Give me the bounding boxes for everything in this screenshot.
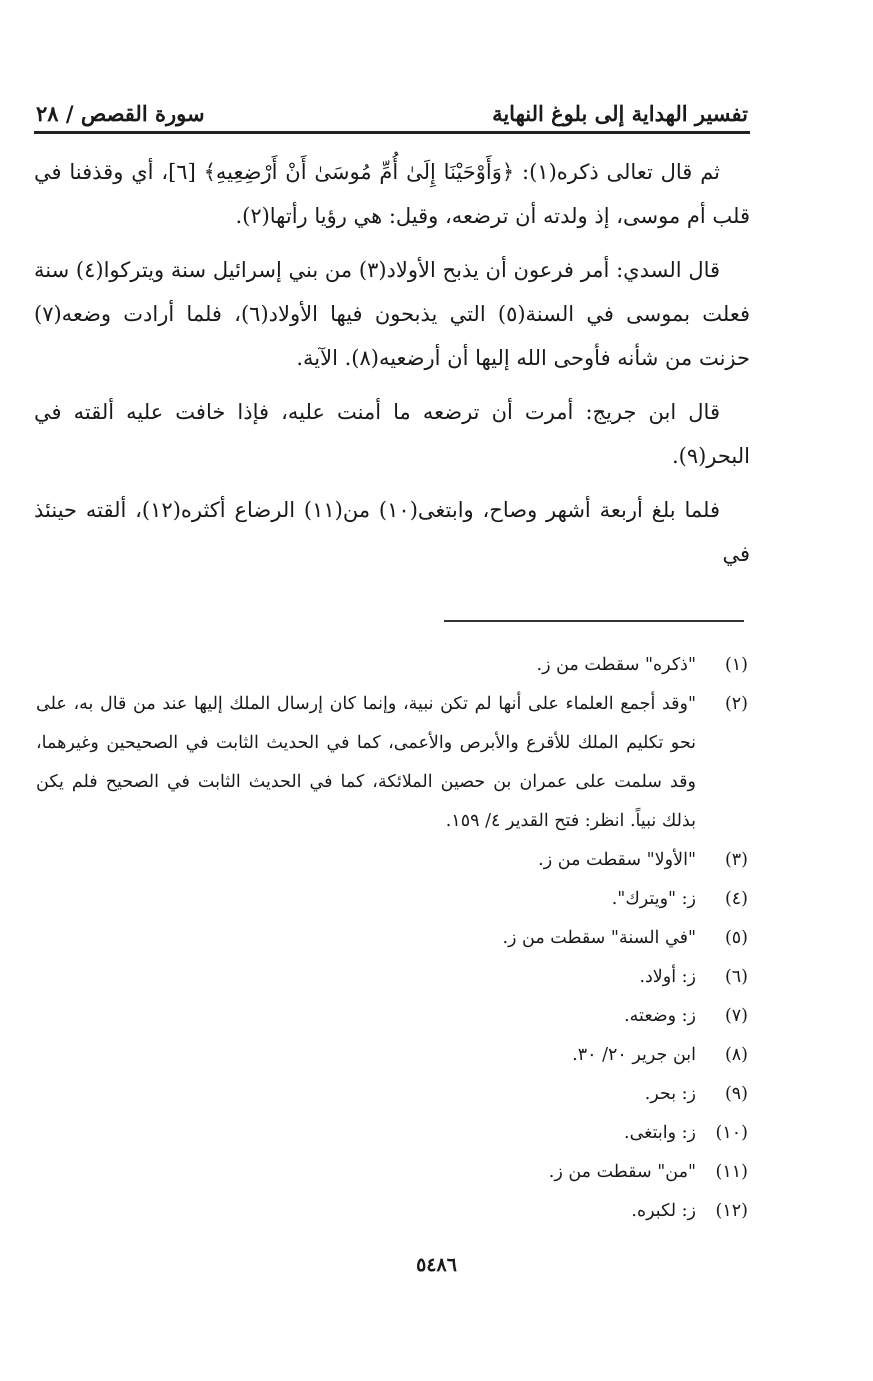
footnote [36,685,748,841]
footnote-number: (٩) [724,1084,748,1104]
footnote-number: (٧) [724,1006,748,1026]
footnotes [36,646,748,1231]
footnote-text: "ذكره" سقطت من ز. [536,655,696,675]
footnote-text: ز: بحر. [644,1084,696,1104]
footnote-number: (٣) [724,850,748,870]
footnote [36,958,748,997]
running-header [36,86,748,126]
footnote-number: (٤) [724,889,748,909]
footnote [36,880,748,919]
footnote-text: ز: وضعته. [624,1006,696,1026]
footnote [36,646,748,685]
page-number: ٥٤٨٦ [416,1254,457,1276]
footnote-number: (١٢) [715,1201,748,1221]
book-title: تفسير الهداية إلى بلوغ النهاية [492,101,748,126]
footnote-text: "الأولا" سقطت من ز. [538,850,696,870]
footnote [36,1192,748,1231]
footnote-number: (٨) [724,1045,748,1065]
footnote [36,1036,748,1075]
footnote-text: "في السنة" سقطت من ز. [502,928,696,948]
footnote [36,1114,748,1153]
footnote-text: ز: "ويترك". [611,889,696,909]
footnote-number: (٦) [724,967,748,987]
footnote [36,1075,748,1114]
footnote [36,919,748,958]
paragraph: قال ابن جريج: أمرت أن ترضعه ما أمنت عليه، فإذا خافت عليه ألقته في البحر(٩). [34,400,750,468]
paragraph: فلما بلغ أربعة أشهر وصاح، وابتغى(١٠) من(١١) الرضاع أكثره(١٢)، ألقته حينئذ في [34,498,750,566]
footnote-number: (٥) [724,928,748,948]
footnote-text: "وقد أجمع العلماء على أنها لم تكن نبية، وإنما كان إرسال الملك إليها عند من قال به، على نحو تكليم الملك للأقرع والأبرص والأعمى، كما في الحديث الثابت في الصحيحين وغيرهما، وقد سلمت على عمران بن حصين الملائكة، كما في الحديث الثابت في الصحيح فلم يكن بذلك نبياً. انظر: فتح القدير ٤/ ١٥٩. [36,694,696,831]
footnote [36,841,748,880]
footnote-number: (١) [724,655,748,675]
surah-label: سورة القصص / ٢٨ [36,101,205,126]
footnote-text: ز: لكبره. [631,1201,696,1221]
footnote [36,1153,748,1192]
footnote-rule [444,620,744,622]
footnote-number: (١٠) [715,1123,748,1143]
header-rule [34,131,750,134]
footnote [36,997,748,1036]
main-text [34,150,750,586]
footnote-number: (٢) [724,694,748,714]
footnote-text: "من" سقطت من ز. [548,1162,696,1182]
footnote-text: ابن جرير ٢٠/ ٣٠. [572,1045,696,1065]
footnote-number: (١١) [715,1162,748,1182]
footnote-text: ز: أولاد. [639,967,696,987]
paragraph: قال السدي: أمر فرعون أن يذبح الأولاد(٣) من بني إسرائيل سنة ويتركوا(٤) سنة فعلت بموسى في السنة(٥) التي يذبحون فيها الأولاد(٦)، فلما أرادت وضعه(٧) حزنت من شأنه فأوحى الله إليها أن أرضعيه(٨). الآية. [34,258,751,370]
paragraph: ثم قال تعالى ذكره(١): ﴿وَأَوْحَيْنَا إِلَىٰ أُمِّ مُوسَىٰ أَنْ أَرْضِعِيهِ﴾ [٦]، أي وقذفنا في قلب أم موسى، إذ ولدته أن ترضعه، وقيل: هي رؤيا رأتها(٢). [34,160,750,228]
footnote-text: ز: وابتغى. [624,1123,696,1143]
